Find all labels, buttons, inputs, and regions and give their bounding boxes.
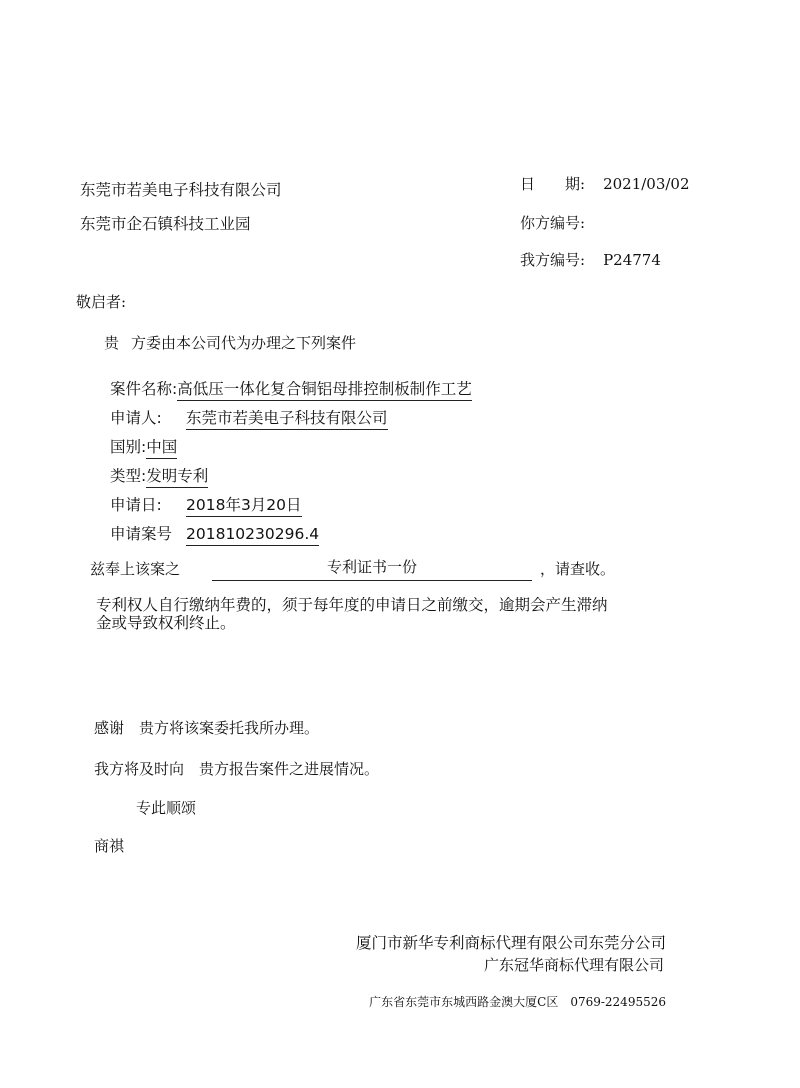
your-ref-row [520, 212, 603, 233]
sender-address: 广东省东莞市东城西路金澳大厦C区 0769-22495526 [369, 995, 666, 1009]
our-ref-row [520, 249, 661, 270]
case-field-value: 2018年3月20日 [186, 496, 302, 517]
case-field-type [110, 464, 208, 486]
case-field-value: 201810230296.4 [186, 525, 319, 546]
case-field-label: 申请日: [110, 496, 162, 514]
case-field-value: 东莞市若美电子科技有限公司 [186, 409, 388, 430]
sender-company-2: 广东冠华商标代理有限公司 [483, 956, 664, 974]
date-row [520, 173, 690, 194]
enclosed-item: 专利证书一份 [212, 556, 532, 581]
case-field-label: 申请案号 [110, 525, 173, 543]
recipient-company: 东莞市若美电子科技有限公司 [80, 181, 282, 199]
intro-prefix: 贵 [104, 334, 120, 352]
date-value: 2021/03/02 [603, 175, 690, 193]
closing-1: 专此顺颂 [136, 799, 197, 817]
case-field-value: 中国 [146, 438, 177, 459]
closing-2: 商祺 [94, 837, 125, 855]
notice-line-1: 专利权人自行缴纳年费的，须于每年度的申请日之前缴交，逾期会产生滞纳 [96, 596, 608, 614]
case-field-country [110, 435, 177, 457]
case-field-filing-date [110, 493, 302, 515]
case-field-label: 案件名称: [110, 380, 178, 398]
case-field-label: 类型: [110, 467, 147, 485]
case-field-applicant [110, 406, 388, 428]
date-label: 日 期: [520, 175, 586, 193]
report-line: 我方将及时向 贵方报告案件之进展情况。 [94, 760, 380, 778]
thanks-line: 感谢 贵方将该案委托我所办理。 [94, 719, 320, 737]
notice-line-2: 金或导致权利终止。 [96, 614, 236, 632]
case-field-label: 国别: [110, 438, 147, 456]
case-field-name [110, 377, 472, 399]
recipient-address: 东莞市企石镇科技工业园 [80, 215, 251, 233]
case-field-value: 高低压一体化复合铜铝母排控制板制作工艺 [177, 380, 472, 401]
case-field-value: 发明专利 [146, 467, 208, 488]
our-ref-label: 我方编号: [520, 251, 586, 269]
enclosed-prefix: 兹奉上该案之 [90, 560, 181, 578]
salutation: 敬启者: [76, 293, 127, 311]
sender-company-1: 厦门市新华专利商标代理有限公司东莞分公司 [355, 934, 666, 952]
case-field-label: 申请人: [110, 409, 162, 427]
intro-line [104, 332, 356, 353]
our-ref-value: P24774 [603, 251, 661, 269]
your-ref-label: 你方编号: [520, 214, 586, 232]
intro-text: 方委由本公司代为办理之下列案件 [131, 334, 357, 352]
case-field-application-no [110, 522, 319, 544]
enclosed-suffix: ，请查收。 [540, 560, 616, 578]
